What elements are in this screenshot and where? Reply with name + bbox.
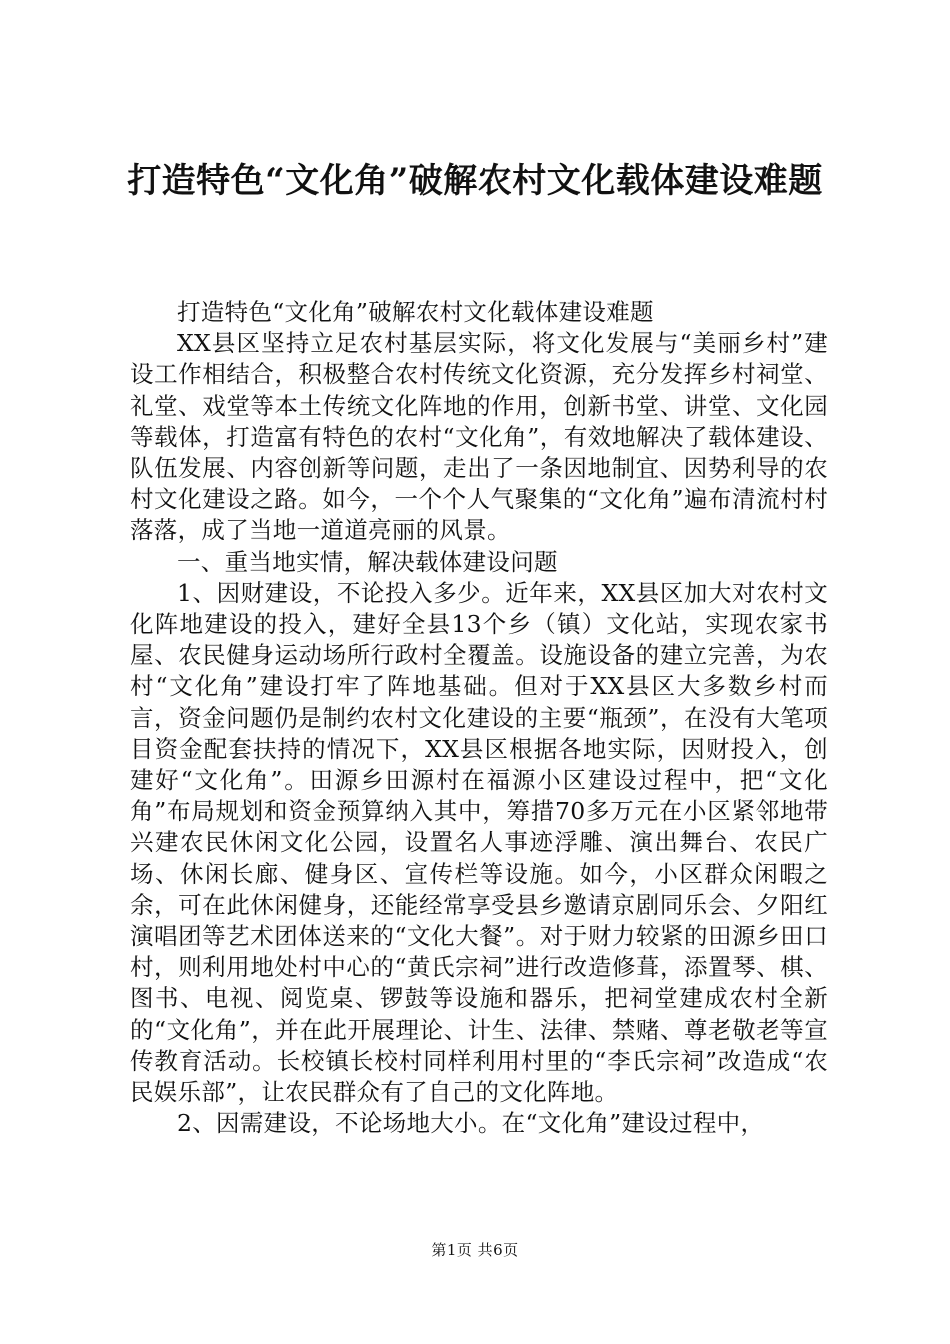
document-body	[130, 297, 828, 1139]
page-number-footer: 第1页 共6页	[431, 1241, 519, 1259]
paragraph-item-1: 1、因财建设，不论投入多少。近年来，XX县区加大对农村文化阵地建设的投入，建好全县13个乡（镇）文化站，实现农家书屋、农民健身运动场所行政村全覆盖。设施设备的建立完善，为农村“文化角”建设打牢了阵地基础。但对于XX县区大多数乡村而言，资金问题仍是制约农村文化建设的主要“瓶颈”，在没有大笔项目资金配套扶持的情况下，XX县区根据各地实际，因财投入，创建好“文化角”。田源乡田源村在福源小区建设过程中，把“文化角”布局规划和资金预算纳入其中，筹措70多万元在小区紧邻地带兴建农民休闲文化公园，设置名人事迹浮雕、演出舞台、农民广场、休闲长廊、健身区、宣传栏等设施。如今，小区群众闲暇之余，可在此休闲健身，还能经常享受县乡邀请京剧同乐会、夕阳红演唱团等艺术团体送来的“文化大餐”。对于财力较紧的田源乡田口村，则利用地处村中心的“黄氏宗祠”进行改造修葺，添置琴、棋、图书、电视、阅览桌、锣鼓等设施和器乐，把祠堂建成农村全新的“文化角”，并在此开展理论、计生、法律、禁赌、尊老敬老等宣传教育活动。长校镇长校村同样利用村里的“李氏宗祠”改造成“农民娱乐部”，让农民群众有了自己的文化阵地。	[130, 578, 828, 1107]
paragraph-item-2: 2、因需建设，不论场地大小。在“文化角”建设过程中，	[177, 1109, 765, 1138]
paragraph-subtitle: 打造特色“文化角”破解农村文化载体建设难题	[177, 298, 654, 326]
section-heading-1: 一、重当地实情，解决载体建设问题	[177, 547, 558, 576]
paragraph-intro: XX县区坚持立足农村基层实际，将文化发展与“美丽乡村”建设工作相结合，积极整合农村传统文化资源，充分发挥乡村祠堂、礼堂、戏堂等本土传统文化阵地的作用，创新书堂、讲堂、文化园等载体，打造富有特色的农村“文化角”，有效地解决了载体建设、队伍发展、内容创新等问题，走出了一条因地制宜、因势利导的农村文化建设之路。如今，一个个人气聚集的“文化角”遍布清流村村落落，成了当地一道道亮丽的风景。	[130, 329, 828, 545]
document-title: 打造特色“文化角”破解农村文化载体建设难题	[127, 161, 823, 201]
